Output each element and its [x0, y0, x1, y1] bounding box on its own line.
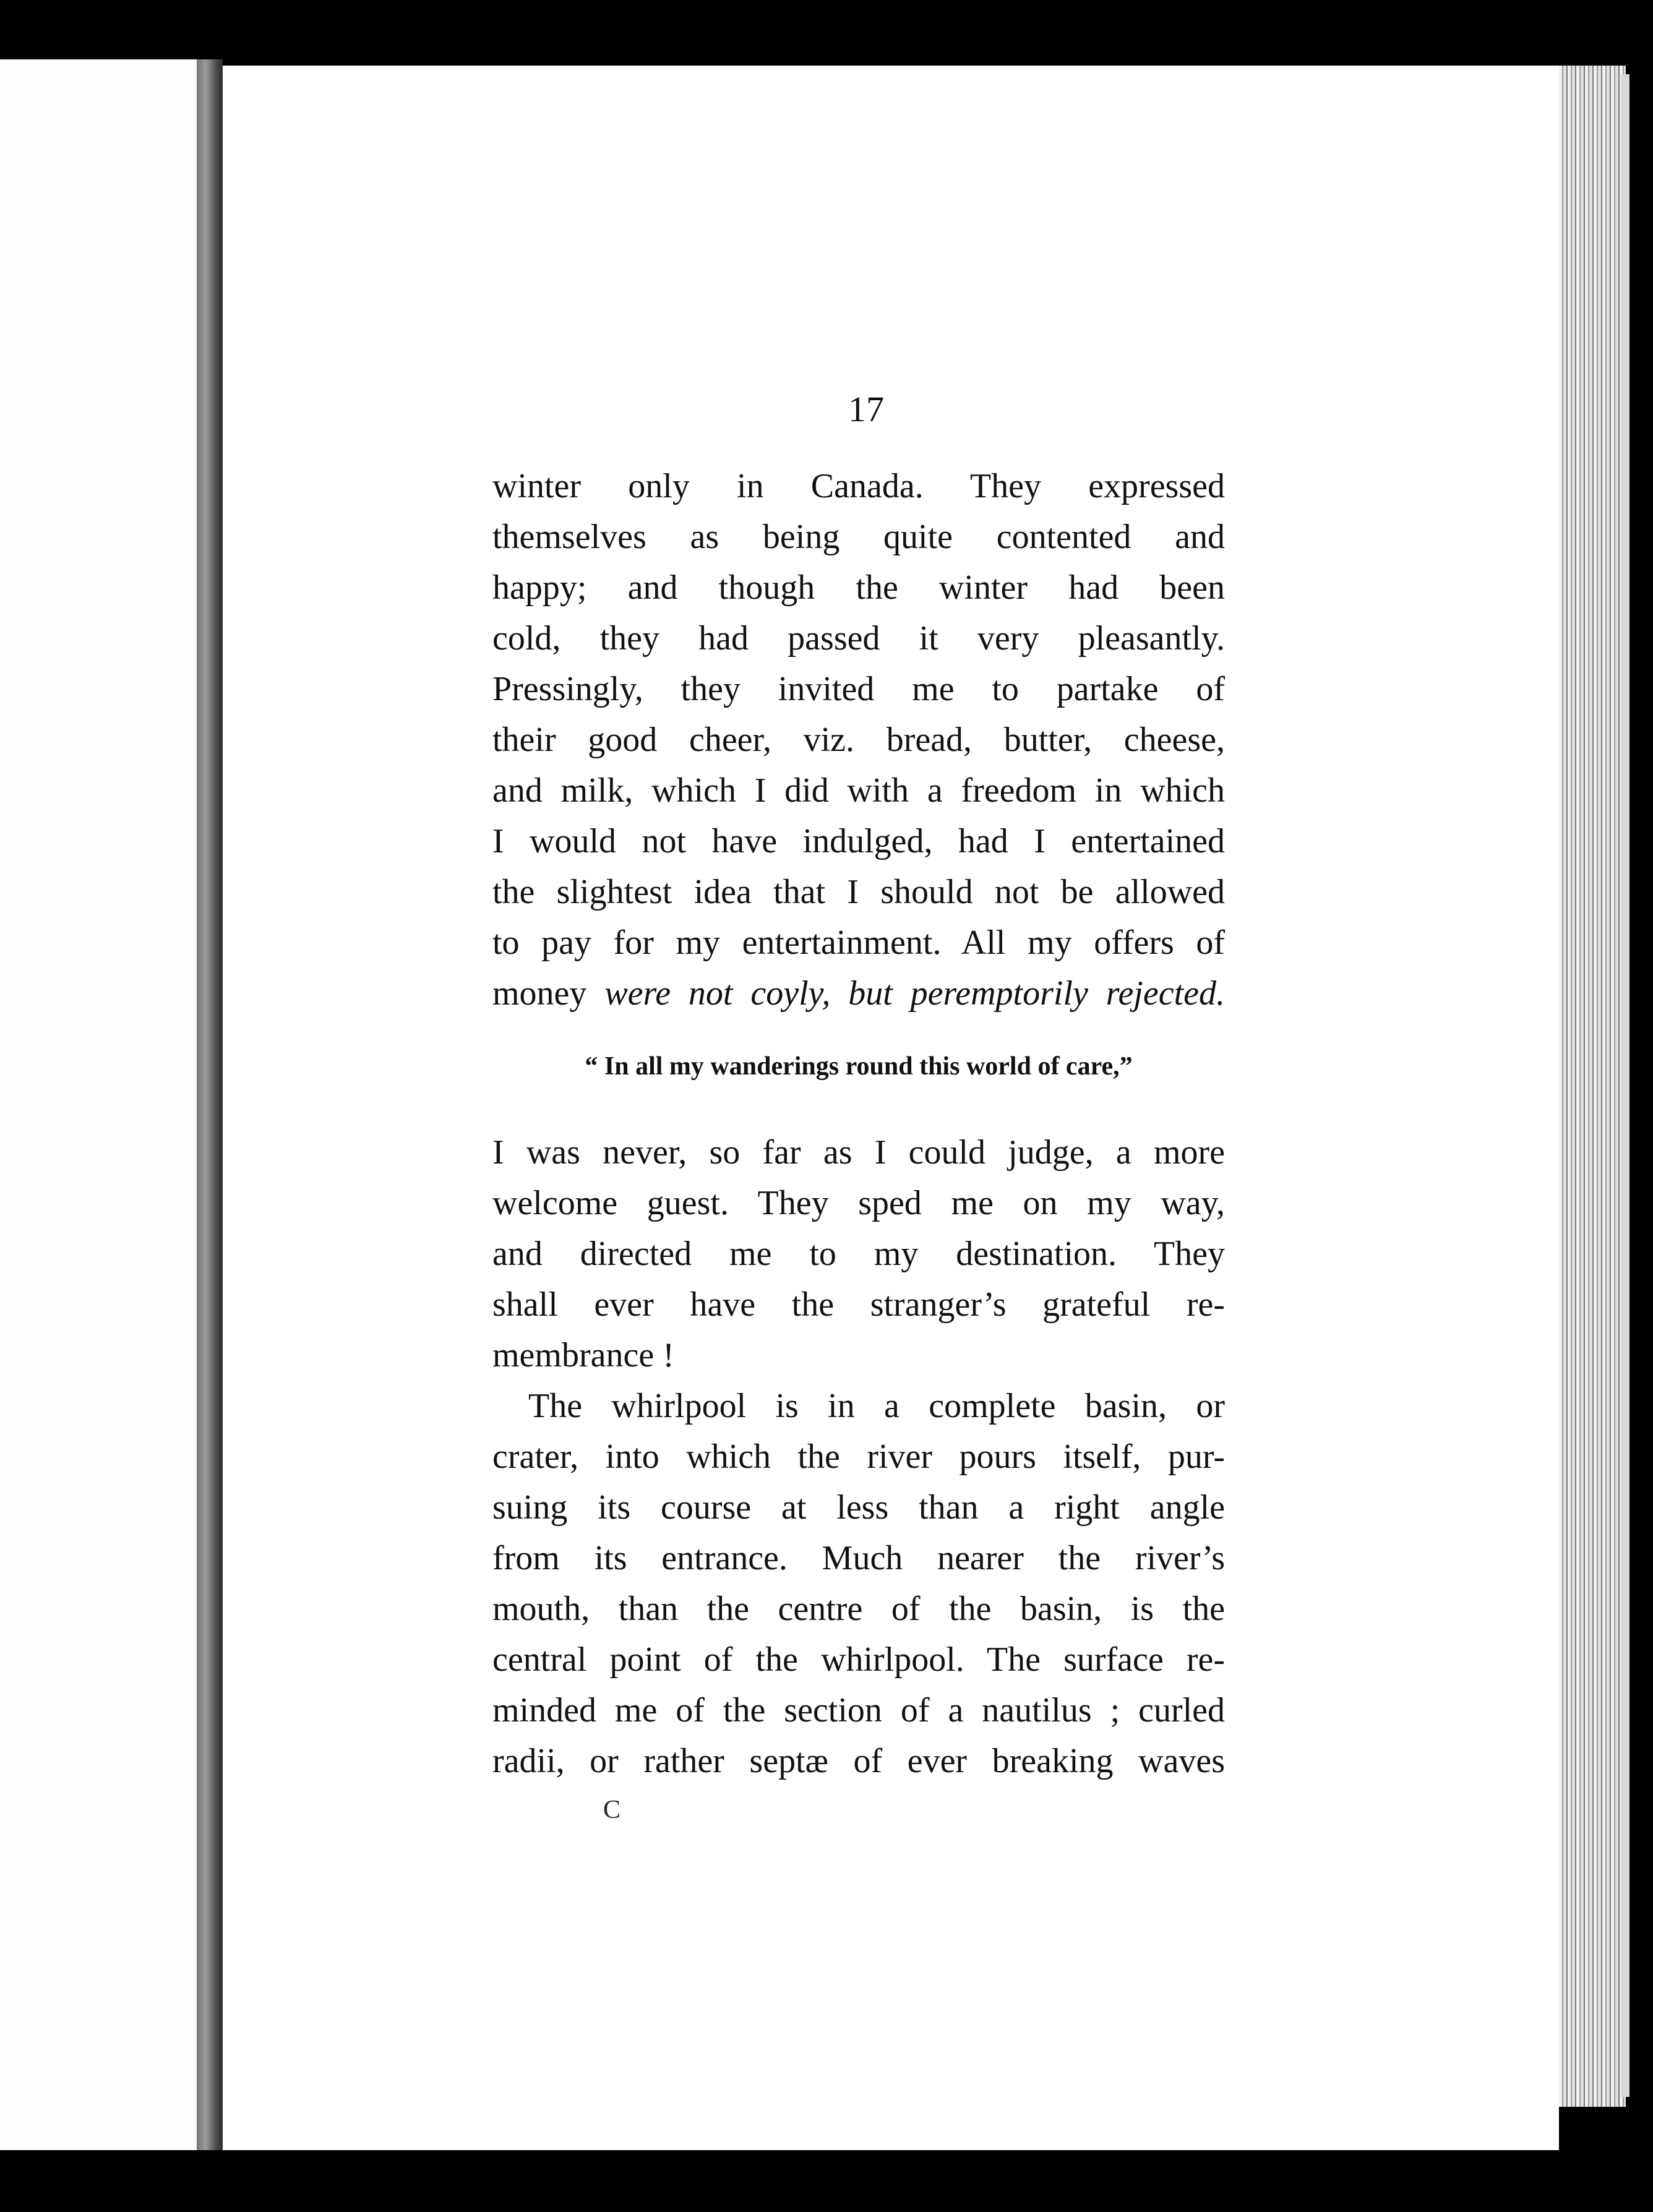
text-line: happy; and though the winter had been [492, 568, 1225, 607]
binding-gutter [197, 59, 223, 2150]
text-line: winter only in Canada. They expressed [492, 467, 1225, 505]
text-line: central point of the whirlpool. The surface re- [492, 1640, 1225, 1679]
roman-text: money [492, 974, 605, 1013]
text-line: shall ever have the stranger’s grateful re- [492, 1285, 1225, 1324]
text-line: the slightest idea that I should not be allowed [492, 873, 1225, 911]
text-line: membrance ! [492, 1336, 674, 1374]
text-line: to pay for my entertainment. All my offers of [492, 924, 1225, 962]
text-line-final [492, 968, 1225, 1019]
text-line: crater, into which the river pours itself, pur- [492, 1438, 1225, 1476]
page-number: 17 [848, 389, 884, 429]
page-fore-edge [1559, 66, 1626, 2107]
text-line: The whirlpool is in a complete basin, or [528, 1387, 1225, 1425]
paragraph-continuation [492, 461, 1225, 1019]
text-line: Pressingly, they invited me to partake of [492, 670, 1225, 708]
text-line: their good cheer, viz. bread, butter, cheese, [492, 721, 1225, 759]
page-fore-edge-outer [1621, 74, 1629, 2097]
text-line: cold, they had passed it very pleasantly. [492, 619, 1225, 658]
text-line: mouth, than the centre of the basin, is the [492, 1590, 1225, 1628]
text-line: suing its course at less than a right angle [492, 1488, 1225, 1527]
text-line: radii, or rather septæ of ever breaking waves [492, 1742, 1225, 1780]
text-line: themselves as being quite contented and [492, 518, 1225, 556]
text-line: minded me of the section of a nautilus ; curled [492, 1691, 1225, 1730]
text-line: welcome guest. They sped me on my way, [492, 1184, 1225, 1222]
signature-mark: C [603, 1796, 621, 1824]
text-line: I was never, so far as I could judge, a more [492, 1133, 1225, 1172]
text-line: and milk, which I did with a freedom in which [492, 771, 1225, 810]
book-page [223, 66, 1559, 2150]
text-line: I would not have indulged, had I entertained [492, 822, 1225, 860]
facing-page-edge [0, 59, 197, 2150]
italic-text: were not coyly, but peremptorily rejected. [604, 974, 1225, 1013]
text-line: and directed me to my destination. They [492, 1235, 1225, 1273]
text-line: from its entrance. Much nearer the river’s [492, 1539, 1225, 1577]
paragraph-body [492, 1127, 1225, 1786]
quoted-verse: “ In all my wanderings round this world of care,” [585, 1052, 1133, 1081]
